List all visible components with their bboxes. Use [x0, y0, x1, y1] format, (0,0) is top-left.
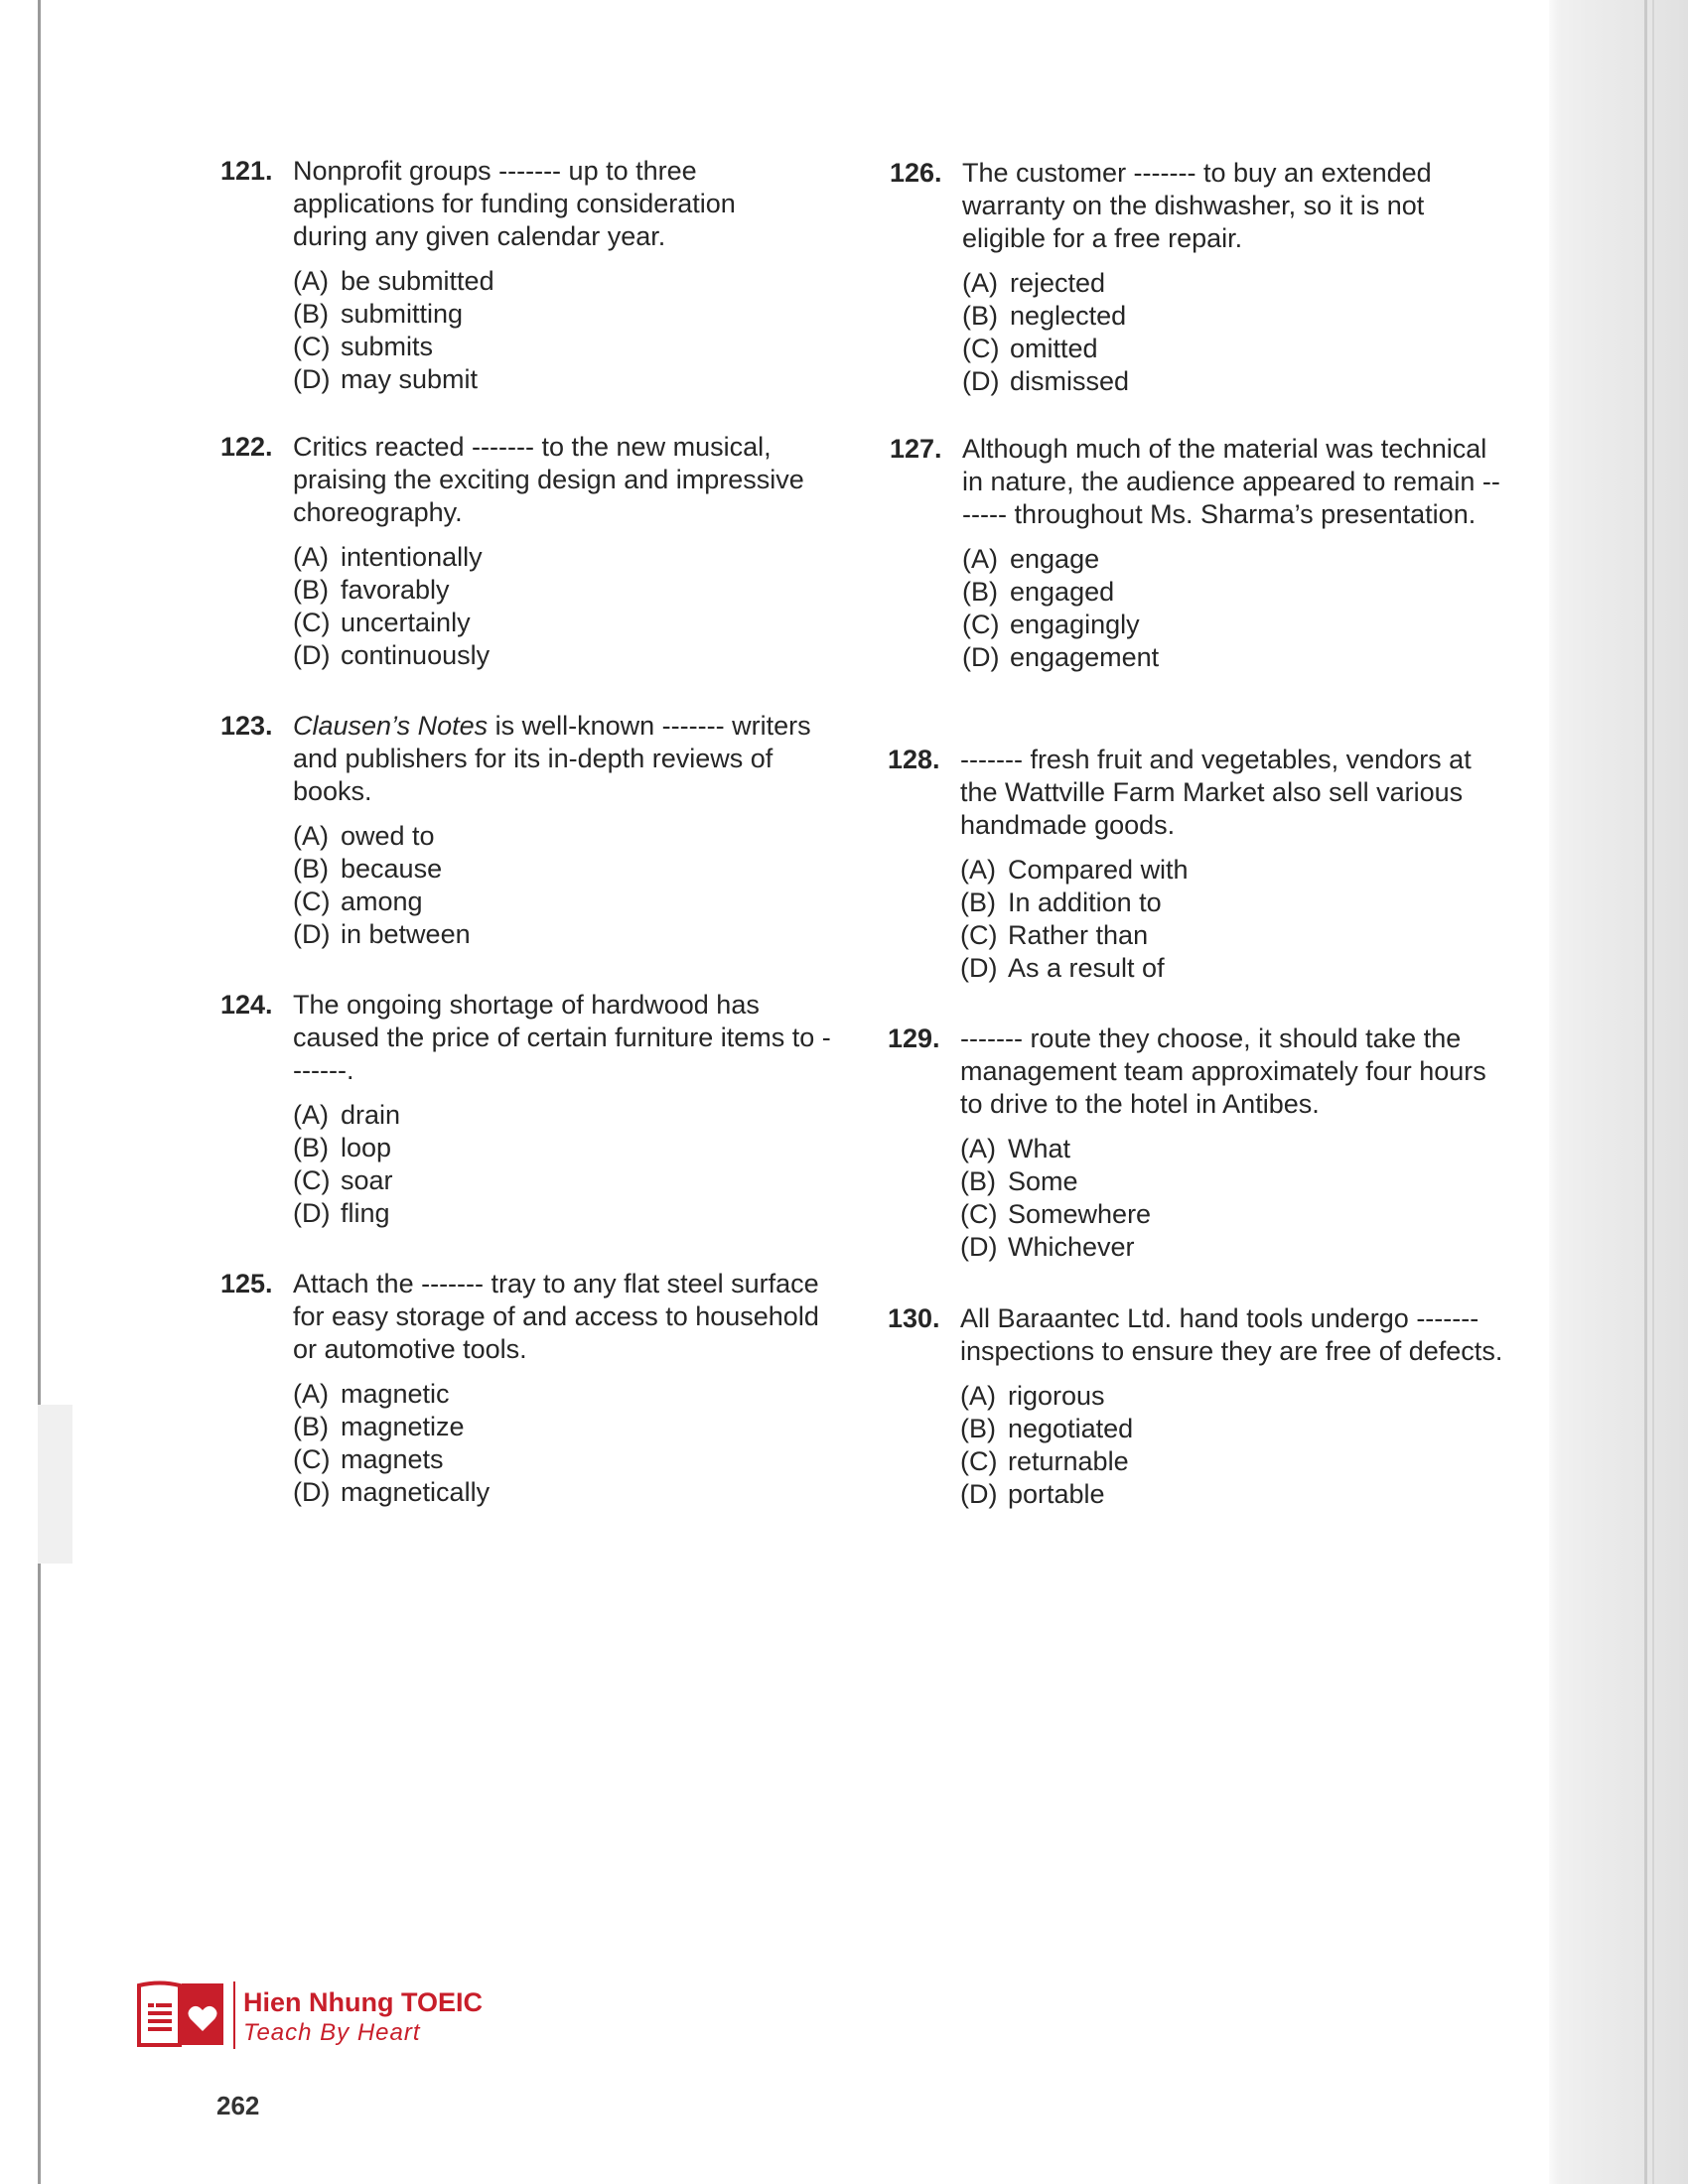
option-c[interactable]: (C) omitted	[962, 334, 1098, 363]
question-number: 127.	[890, 434, 942, 464]
question-125	[220, 1268, 836, 1509]
question-number: 125.	[220, 1269, 273, 1298]
question-number: 122.	[220, 432, 273, 462]
scan-left-edge	[38, 0, 41, 2184]
option-a[interactable]: (A) be submitted	[293, 266, 494, 296]
option-b[interactable]: (B) Some	[960, 1166, 1078, 1196]
option-c[interactable]: (C) soar	[293, 1165, 393, 1195]
option-d[interactable]: (D) magnetically	[293, 1477, 491, 1507]
question-number: 121.	[220, 156, 273, 186]
option-list	[293, 1099, 836, 1230]
option-a[interactable]: (A) magnetic	[293, 1379, 450, 1409]
option-c[interactable]: (C) magnets	[293, 1444, 444, 1474]
question-number: 124.	[220, 990, 273, 1020]
page-number: 262	[216, 2091, 260, 2120]
option-a[interactable]: (A) rejected	[962, 268, 1106, 298]
question-stem: ------- route they choose, it should take the management team approximately four hours to drive to the hotel in Antibes.	[960, 1024, 1486, 1119]
option-c[interactable]: (C) Rather than	[960, 920, 1149, 950]
brand-footer	[136, 1979, 533, 2051]
option-c[interactable]: (C) among	[293, 887, 423, 916]
publication-title: Clausen’s Notes	[293, 711, 489, 741]
scan-smudge	[38, 1405, 72, 1564]
brand-divider	[233, 1981, 235, 2049]
question-127	[890, 433, 1505, 674]
option-list	[960, 854, 1503, 985]
option-a[interactable]: (A) drain	[293, 1100, 401, 1130]
option-b[interactable]: (B) magnetize	[293, 1412, 465, 1441]
option-d[interactable]: (D) in between	[293, 919, 471, 949]
option-list	[293, 1378, 836, 1509]
question-stem: Critics reacted ------- to the new musical, praising the exciting design and impressive choreography.	[293, 432, 804, 527]
option-list	[293, 265, 806, 396]
option-d[interactable]: (D) may submit	[293, 364, 479, 394]
option-list	[962, 543, 1505, 674]
option-b[interactable]: (B) engaged	[962, 577, 1115, 607]
option-a[interactable]: (A) engage	[962, 544, 1100, 574]
question-122	[220, 431, 836, 672]
option-list	[293, 820, 836, 951]
option-a[interactable]: (A) owed to	[293, 821, 435, 851]
option-d[interactable]: (D) engagement	[962, 642, 1160, 672]
option-list	[962, 267, 1485, 398]
question-124	[220, 989, 836, 1230]
option-d[interactable]: (D) portable	[960, 1479, 1105, 1509]
question-number: 129.	[888, 1024, 940, 1053]
option-b[interactable]: (B) because	[293, 854, 443, 884]
option-b[interactable]: (B) neglected	[962, 301, 1127, 331]
open-book-heart-icon	[136, 1979, 225, 2051]
option-b[interactable]: (B) loop	[293, 1133, 392, 1162]
option-a[interactable]: (A) What	[960, 1134, 1071, 1163]
brand-name: Hien Nhung TOEIC	[243, 1987, 483, 2017]
option-c[interactable]: (C) submits	[293, 332, 434, 361]
question-123	[220, 710, 836, 951]
question-130	[888, 1302, 1503, 1511]
option-b[interactable]: (B) submitting	[293, 299, 464, 329]
question-stem: ------- fresh fruit and vegetables, vendors at the Wattville Farm Market also sell various handmade goods.	[960, 745, 1472, 840]
option-d[interactable]: (D) fling	[293, 1198, 390, 1228]
question-stem: Nonprofit groups ------- up to three applications for funding consideration during any given calendar year.	[293, 156, 736, 251]
option-d[interactable]: (D) continuously	[293, 640, 491, 670]
question-number: 126.	[890, 158, 942, 188]
option-c[interactable]: (C) Somewhere	[960, 1199, 1152, 1229]
question-number: 128.	[888, 745, 940, 774]
question-stem: Although much of the material was technical in nature, the audience appeared to remain ------- throughout Ms. Sharma’s presentation.	[962, 434, 1500, 529]
question-121	[220, 155, 806, 396]
option-a[interactable]: (A) rigorous	[960, 1381, 1105, 1411]
option-d[interactable]: (D) As a result of	[960, 953, 1165, 983]
option-list	[293, 541, 836, 672]
option-list	[960, 1380, 1503, 1511]
option-a[interactable]: (A) Compared with	[960, 855, 1189, 885]
scan-right-edge	[1549, 0, 1688, 2184]
question-stem: All Baraantec Ltd. hand tools undergo ------- inspections to ensure they are free of defects.	[960, 1303, 1503, 1366]
option-d[interactable]: (D) Whichever	[960, 1232, 1135, 1262]
option-d[interactable]: (D) dismissed	[962, 366, 1130, 396]
option-b[interactable]: (B) In addition to	[960, 887, 1162, 917]
question-128	[888, 744, 1503, 985]
option-c[interactable]: (C) returnable	[960, 1446, 1129, 1476]
question-stem: The ongoing shortage of hardwood has caused the price of certain furniture items to -------.	[293, 990, 831, 1085]
brand-tagline: Teach By Heart	[243, 2019, 421, 2046]
option-b[interactable]: (B) favorably	[293, 575, 450, 605]
question-number: 123.	[220, 711, 273, 741]
option-list	[960, 1133, 1503, 1264]
question-number: 130.	[888, 1303, 940, 1333]
question-stem: Clausen’s Notes is well-known ------- writers and publishers for its in-depth reviews of books.	[293, 711, 811, 806]
option-c[interactable]: (C) engagingly	[962, 610, 1140, 639]
question-126	[890, 157, 1485, 398]
question-stem: Attach the ------- tray to any flat steel surface for easy storage of and access to household or automotive tools.	[293, 1269, 819, 1364]
question-stem: The customer ------- to buy an extended warranty on the dishwasher, so it is not eligible for a free repair.	[962, 158, 1432, 253]
option-b[interactable]: (B) negotiated	[960, 1414, 1134, 1443]
option-c[interactable]: (C) uncertainly	[293, 608, 471, 637]
question-129	[888, 1023, 1503, 1264]
option-a[interactable]: (A) intentionally	[293, 542, 483, 572]
